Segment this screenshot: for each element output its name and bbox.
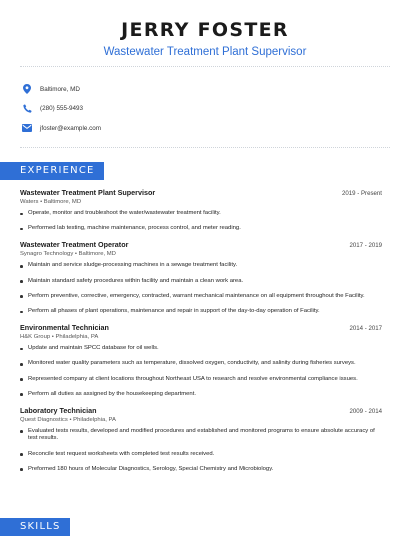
job-title: Wastewater Treatment Plant Supervisor bbox=[20, 188, 156, 197]
job-bullet: Evaluated tests results, developed and modified procedures and established and monitored programs to ensure absolute accuracy of test results. bbox=[20, 428, 382, 443]
job-company: Waters bbox=[20, 199, 39, 205]
job-bullet: Update and maintain SPCC database for oil wells. bbox=[20, 345, 382, 353]
contact-location-text: Baltimore, MD bbox=[40, 85, 80, 93]
job-bullet: Preformed 180 hours of Molecular Diagnostics, Serology, Special Chemistry and Microbiology. bbox=[20, 466, 382, 474]
job-entry bbox=[20, 323, 382, 398]
job-bullets bbox=[20, 345, 382, 398]
job-location: Baltimore, MD bbox=[43, 199, 82, 205]
job-bullets bbox=[20, 262, 382, 315]
job-company: H&K Group bbox=[20, 334, 51, 341]
job-company: Quest Diagnostics bbox=[20, 416, 68, 423]
section-heading-experience: EXPERIENCE bbox=[0, 162, 104, 180]
job-bullet: Represented company at client locations throughout Northeast USA to research and resolve environmental compliance issues. bbox=[20, 376, 382, 384]
job-dates: 2009 - 2014 bbox=[349, 407, 382, 415]
job-entry bbox=[20, 406, 382, 474]
job-bullet: Performed lab testing, machine maintenance, process control, and meter reading. bbox=[20, 225, 382, 233]
contact-phone-text: (280) 555-9493 bbox=[40, 105, 84, 112]
job-company-line: H&K Group • Philadelphia, PA bbox=[20, 334, 99, 341]
job-bullet: Reconcile test request worksheets with completed test results received. bbox=[20, 451, 382, 459]
contact-location bbox=[22, 80, 101, 98]
contact-info bbox=[22, 80, 101, 139]
resume-header bbox=[0, 0, 410, 59]
candidate-name: JERRY FOSTER bbox=[121, 19, 289, 41]
phone-icon bbox=[22, 104, 32, 114]
job-company-line: Quest Diagnostics • Philadelphia, PA bbox=[20, 416, 116, 423]
divider bbox=[20, 66, 390, 67]
contact-email-text: jfoster@example.com bbox=[40, 124, 101, 132]
job-company: Synagro Technology bbox=[20, 251, 74, 258]
experience-list bbox=[20, 188, 382, 481]
job-dates: 2014 - 2017 bbox=[349, 325, 382, 333]
email-icon bbox=[22, 123, 32, 133]
job-bullet: Perform preventive, corrective, emergency, contracted, warrant mechanical maintenance on all equipment throughout the Facility. bbox=[20, 293, 382, 301]
job-entry bbox=[20, 240, 382, 315]
location-pin-icon bbox=[22, 84, 32, 94]
job-bullet: Maintain and service sludge-processing machines in a sewage treatment facility. bbox=[20, 262, 382, 270]
job-location: Philadelphia, PA bbox=[73, 416, 116, 423]
job-bullet: Monitored water quality parameters such as temperature, dissolved oxygen, conductivity, and salinity during fisheries surveys. bbox=[20, 360, 382, 368]
job-company-line: Synagro Technology • Baltimore, MD bbox=[20, 251, 116, 258]
job-title: Environmental Technician bbox=[20, 323, 109, 333]
job-company-line: Waters • Baltimore, MD bbox=[20, 199, 82, 205]
job-bullet: Perform all duties as assigned by the housekeeping department. bbox=[20, 391, 382, 399]
job-dates: 2019 - Present bbox=[342, 190, 382, 197]
job-bullets bbox=[20, 428, 382, 474]
job-dates: 2017 - 2019 bbox=[349, 242, 382, 250]
job-entry bbox=[20, 188, 382, 233]
job-bullet: Operate, monitor and troubleshoot the water/wastewater treatment facility. bbox=[20, 210, 382, 218]
job-title: Wastewater Treatment Operator bbox=[20, 240, 129, 250]
job-location: Philadelphia, PA bbox=[55, 334, 99, 341]
job-bullets bbox=[20, 210, 382, 233]
divider bbox=[20, 147, 390, 148]
section-heading-skills: SKILLS bbox=[0, 518, 70, 536]
job-title: Laboratory Technician bbox=[20, 405, 97, 415]
job-bullet: Perform all phases of plant operations, maintenance and repair in support of the day-to-day operation of Facility. bbox=[20, 308, 382, 316]
job-location: Baltimore, MD bbox=[78, 251, 116, 258]
candidate-title: Wastewater Treatment Plant Supervisor bbox=[103, 46, 307, 58]
job-bullet: Maintain standard safety procedures within facility and maintain a clean work area. bbox=[20, 278, 382, 286]
contact-email bbox=[22, 119, 101, 137]
contact-phone bbox=[22, 100, 101, 118]
